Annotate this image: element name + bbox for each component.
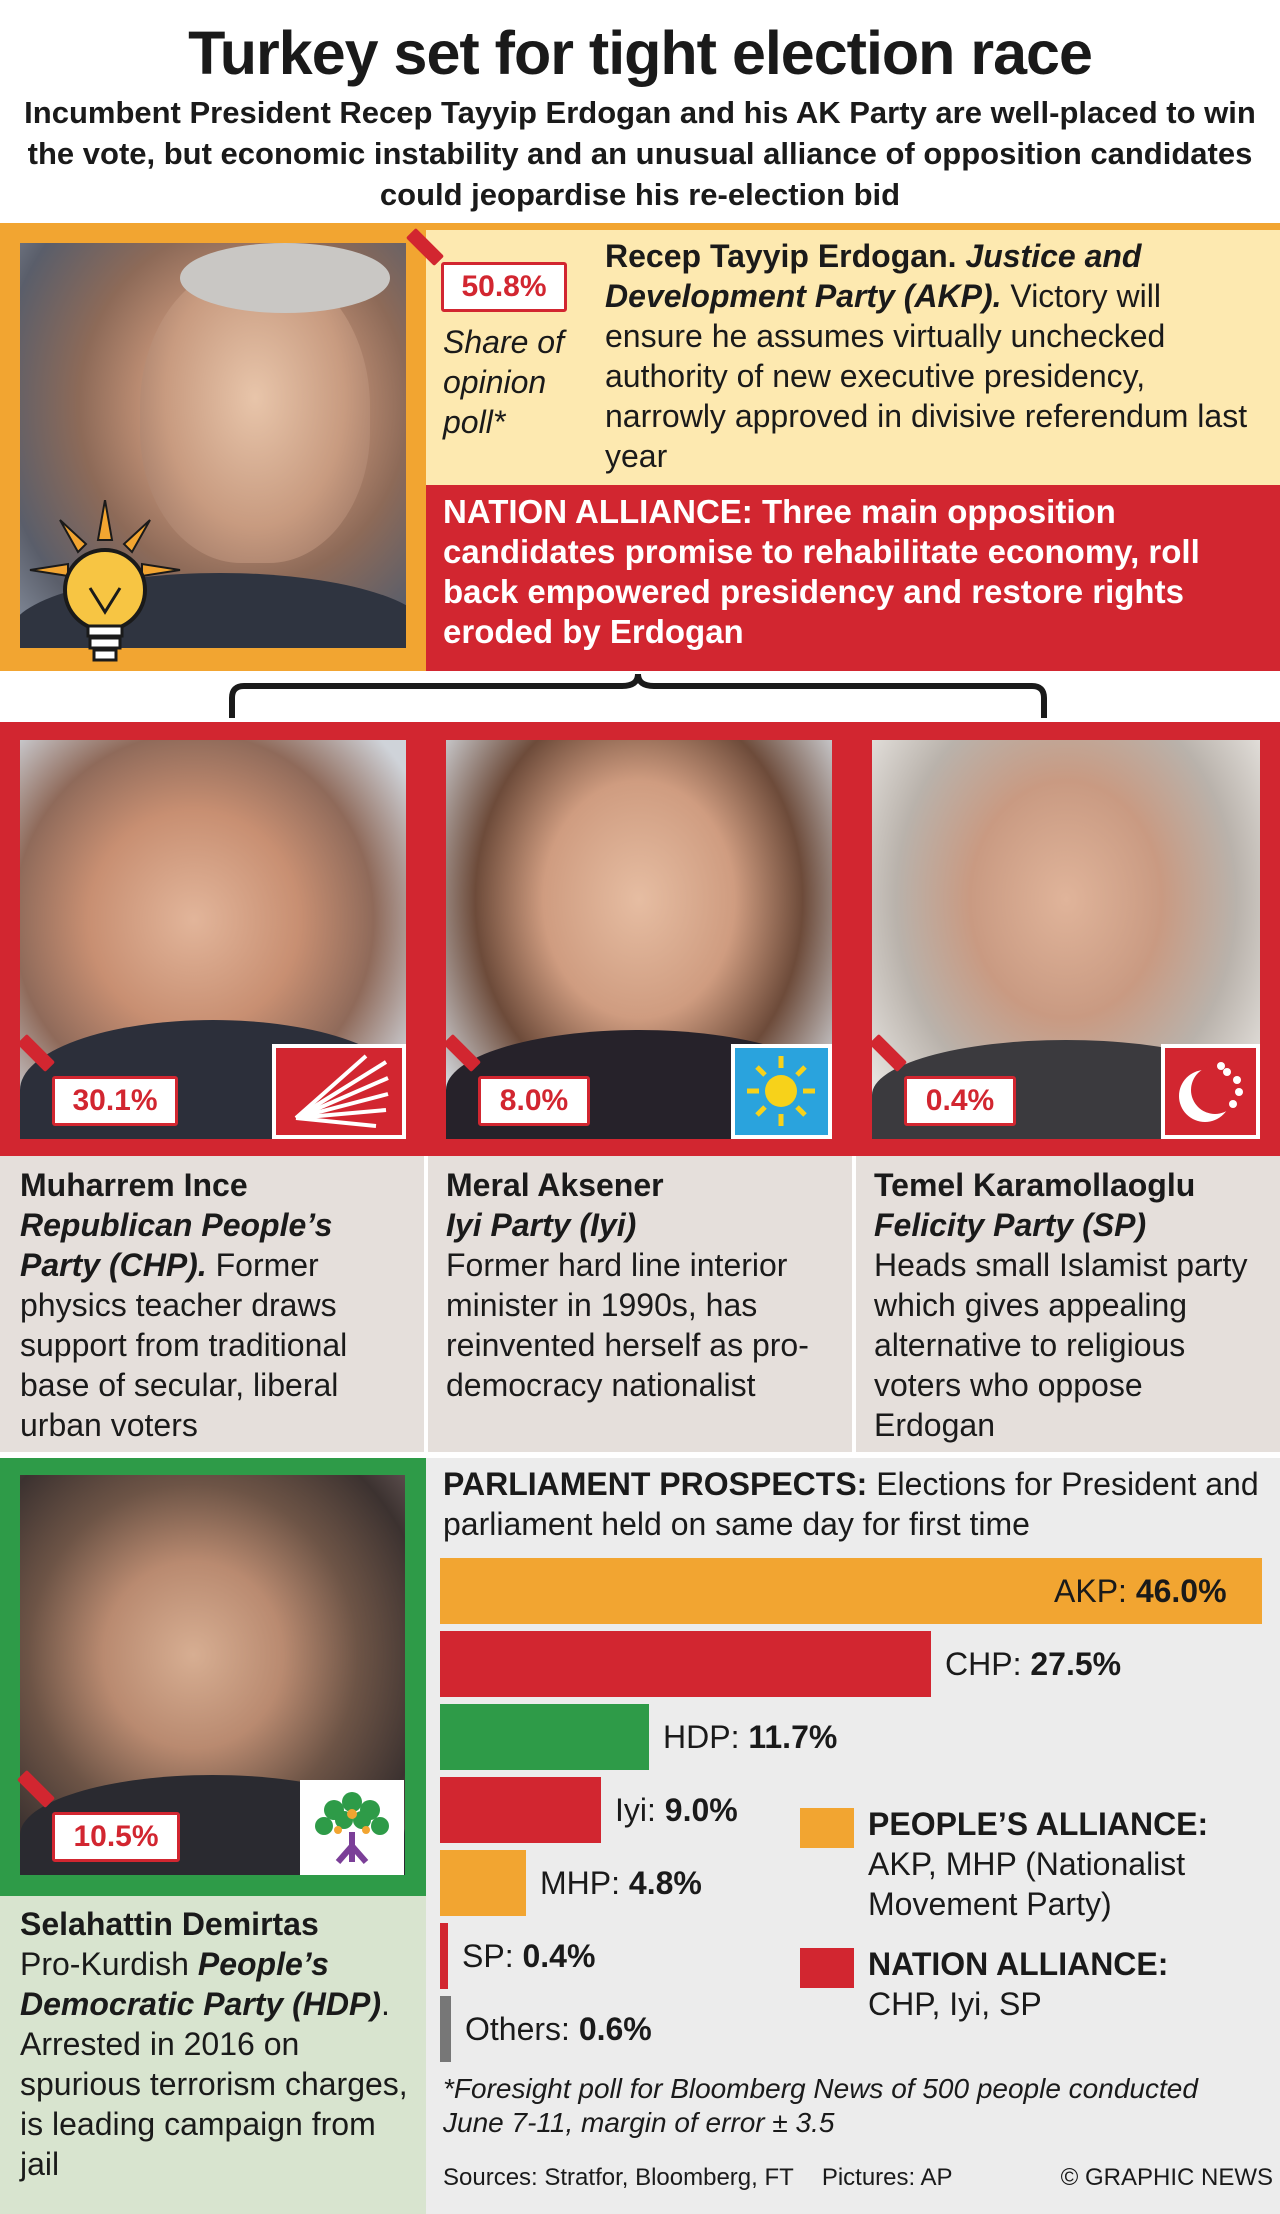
candidate-description: Heads small Islamist party which gives appealing alternative to religious voters who oppose Erdogan xyxy=(874,1247,1248,1443)
candidate-description: . Arrested in 2016 on spurious terrorism charges, is leading campaign from jail xyxy=(20,1986,408,2182)
nation-alliance-text: NATION ALLIANCE: Three main opposition candidates promise to rehabilitate economy, roll back empowered presidency and restore rights eroded by Erdogan xyxy=(443,493,1200,650)
peoples-alliance-legend: PEOPLE’S ALLIANCE: AKP, MHP (Nationalist Movement Party) xyxy=(868,1806,1209,1922)
bar-iyi xyxy=(440,1777,601,1843)
felicity-crescent-logo xyxy=(1161,1044,1260,1139)
iyi-sun-logo xyxy=(731,1044,832,1139)
bar-sp xyxy=(440,1923,448,1989)
bar-label: MHP: 4.8% xyxy=(540,1865,702,1901)
parliament-heading: PARLIAMENT PROSPECTS: Elections for President and parliament held on same day for first time xyxy=(443,1466,1259,1542)
page-subtitle: Incumbent President Recep Tayyip Erdogan and his AK Party are well-placed to win the vote, but economic instability and an unusual alliance of opposition candidates could jeopardise his re-election bid xyxy=(24,95,1256,212)
erdogan-poll-badge: 50.8% xyxy=(441,262,567,312)
candidate-name: Muharrem Ince xyxy=(20,1167,248,1203)
candidate-name: Meral Aksener xyxy=(446,1167,664,1203)
candidate-party: Iyi Party (Iyi) xyxy=(446,1207,637,1243)
bar-label: HDP: 11.7% xyxy=(663,1719,838,1755)
ince-text xyxy=(20,1165,410,1445)
bar-label: Iyi: 9.0% xyxy=(615,1792,738,1828)
aksener-poll-badge: 8.0% xyxy=(478,1076,590,1126)
bar-label: SP: 0.4% xyxy=(462,1938,596,1974)
credits xyxy=(443,2164,1273,2192)
brace-connector xyxy=(228,672,1048,722)
demirtas-text: Selahattin Demirtas Pro-Kurdish People’s Democratic Party (HDP). Arrested in 2016 on spurious terrorism charges, is leading campaign from jail xyxy=(20,1904,416,2184)
sources-credit: Sources: Stratfor, Bloomberg, FT xyxy=(443,2164,794,2191)
peoples-alliance-swatch xyxy=(800,1808,854,1848)
candidate-description: Former hard line interior minister in 1990s, has reinvented herself as pro-democracy nationalist xyxy=(446,1247,809,1403)
page-title: Turkey set for tight election race xyxy=(188,19,1092,87)
copyright-credit: © GRAPHIC NEWS xyxy=(1060,2164,1273,2191)
share-of-poll-label: Share of opinion poll* xyxy=(443,324,564,440)
bar-label: Others: 0.6% xyxy=(465,2011,652,2047)
bar-others xyxy=(440,1996,451,2062)
candidate-description: Former physics teacher draws support from traditional base of secular, liberal urban voters xyxy=(20,1247,348,1443)
erdogan-description: Recep Tayyip Erdogan. Justice and Development Party (AKP). Victory will ensure he assumes virtually unchecked authority of new executive presidency, narrowly approved in divisive referendum last year xyxy=(605,238,1248,474)
bar-label: CHP: 27.5% xyxy=(945,1646,1122,1682)
candidate-name: Temel Karamollaoglu xyxy=(874,1167,1196,1203)
nation-alliance-legend: NATION ALLIANCE: CHP, Iyi, SP xyxy=(868,1946,1169,2022)
candidate-party: Republican People’s Party (CHP). xyxy=(20,1207,333,1283)
pictures-credit: Pictures: AP xyxy=(821,2164,953,2191)
candidate-name: Selahattin Demirtas xyxy=(20,1906,319,1942)
bar-chp xyxy=(440,1631,931,1697)
candidate-party: People’s Democratic Party (HDP) xyxy=(20,1946,381,2022)
chp-logo xyxy=(272,1044,406,1139)
ince-poll-badge: 30.1% xyxy=(52,1076,178,1126)
bar-hdp xyxy=(440,1704,649,1770)
demirtas-poll-badge: 10.5% xyxy=(52,1812,180,1862)
hdp-tree-logo xyxy=(300,1780,404,1875)
nation-alliance-swatch xyxy=(800,1948,854,1988)
bar-label: AKP: 46.0% xyxy=(1054,1573,1227,1609)
candidate-party: Felicity Party (SP) xyxy=(874,1207,1147,1243)
karamollaoglu-poll-badge: 0.4% xyxy=(904,1076,1016,1126)
akp-lightbulb-logo xyxy=(20,500,190,670)
bar-mhp xyxy=(440,1850,526,1916)
karamollaoglu-text xyxy=(874,1165,1270,1445)
aksener-text xyxy=(446,1165,842,1405)
poll-footnote: *Foresight poll for Bloomberg News of 500 people conducted June 7-11, margin of error ± 3.5 xyxy=(443,2073,1198,2138)
